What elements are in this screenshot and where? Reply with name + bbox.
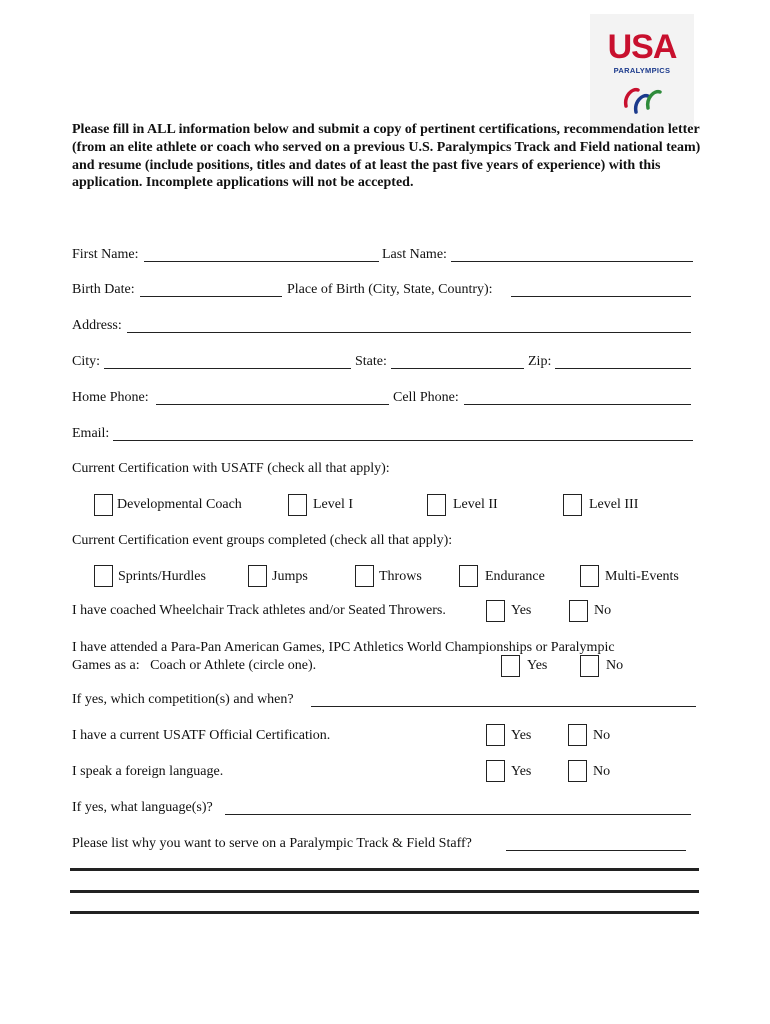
birth-date-field[interactable] [140,296,282,297]
address-label: Address: [72,318,122,333]
foreign-language-yes-label: Yes [511,764,532,779]
attended-label-line1: I have attended a Para-Pan American Games, IPC Athletics World Championships or Paralympic [72,640,615,655]
last-name-label: Last Name: [382,247,447,262]
usa-paralympics-logo [590,14,694,126]
option-level-3: Level III [589,497,639,512]
cell-phone-field[interactable] [464,404,691,405]
option-multi-events: Multi-Events [605,569,679,584]
logo-usa-text: USA [607,28,677,66]
which-competitions-field[interactable] [311,706,696,707]
city-field[interactable] [104,368,351,369]
which-languages-label: If yes, what language(s)? [72,800,213,815]
why-serve-field[interactable] [506,850,686,851]
option-developmental-coach: Developmental Coach [117,497,242,512]
checkbox-official-cert-no[interactable] [568,724,587,746]
home-phone-field[interactable] [156,404,389,405]
checkbox-sprints-hurdles[interactable] [94,565,113,587]
option-sprints-hurdles: Sprints/Hurdles [118,569,206,584]
checkbox-attended-no[interactable] [580,655,599,677]
option-endurance: Endurance [485,569,545,584]
answer-line-2[interactable] [70,890,699,893]
email-field[interactable] [113,440,693,441]
foreign-language-no-label: No [593,764,611,779]
cell-phone-label: Cell Phone: [393,390,459,405]
place-of-birth-label: Place of Birth (City, State, Country): [287,282,493,297]
checkbox-official-cert-yes[interactable] [486,724,505,746]
last-name-field[interactable] [451,261,693,262]
zip-field[interactable] [555,368,691,369]
city-label: City: [72,354,101,369]
first-name-field[interactable] [144,261,379,262]
checkbox-foreign-language-yes[interactable] [486,760,505,782]
option-level-1: Level I [313,497,354,512]
place-of-birth-field[interactable] [511,296,691,297]
option-level-2: Level II [453,497,498,512]
certification-label: Current Certification with USATF (check all that apply): [72,461,390,476]
why-serve-label: Please list why you want to serve on a Paralympic Track & Field Staff? [72,836,472,851]
answer-line-3[interactable] [70,911,699,914]
answer-line-1[interactable] [70,868,699,871]
instructions-paragraph: Please fill in ALL information below and submit a copy of pertinent certifications, recommendation letter (from an elite athlete or coach who served on a previous U.S. Paralympics Track and Field national team) and resume (include positions, titles and dates of at least the past five years of experience) with this application. Incomplete applications will not be accepted. [72,122,701,191]
wheelchair-no-label: No [594,603,612,618]
checkbox-multi-events[interactable] [580,565,599,587]
attended-no-label: No [606,658,624,673]
address-field[interactable] [127,332,691,333]
wheelchair-label: I have coached Wheelchair Track athletes and/or Seated Throwers. [72,603,446,618]
official-cert-no-label: No [593,728,611,743]
birth-date-label: Birth Date: [72,282,135,297]
option-jumps: Jumps [272,569,308,584]
attended-label-line2: Games as a: Coach or Athlete (circle one). [72,658,317,673]
checkbox-level-1[interactable] [288,494,307,516]
option-throws: Throws [379,569,422,584]
checkbox-jumps[interactable] [248,565,267,587]
checkbox-wheelchair-yes[interactable] [486,600,505,622]
which-languages-field[interactable] [225,814,691,815]
checkbox-level-2[interactable] [427,494,446,516]
which-competitions-label: If yes, which competition(s) and when? [72,692,294,707]
checkbox-wheelchair-no[interactable] [569,600,588,622]
official-cert-label: I have a current USATF Official Certification. [72,728,331,743]
logo-paralympics-text: PARALYMPICS [613,66,671,75]
checkbox-foreign-language-no[interactable] [568,760,587,782]
wheelchair-yes-label: Yes [511,603,532,618]
first-name-label: First Name: [72,247,139,262]
state-field[interactable] [391,368,524,369]
checkbox-attended-yes[interactable] [501,655,520,677]
state-label: State: [355,354,387,369]
attended-yes-label: Yes [527,658,548,673]
event-groups-label: Current Certification event groups completed (check all that apply): [72,533,453,548]
home-phone-label: Home Phone: [72,390,149,405]
email-label: Email: [72,426,110,441]
checkbox-developmental-coach[interactable] [94,494,113,516]
checkbox-endurance[interactable] [459,565,478,587]
checkbox-level-3[interactable] [563,494,582,516]
checkbox-throws[interactable] [355,565,374,587]
foreign-language-label: I speak a foreign language. [72,764,224,779]
agitos-icon [618,76,666,120]
zip-label: Zip: [528,354,552,369]
official-cert-yes-label: Yes [511,728,532,743]
